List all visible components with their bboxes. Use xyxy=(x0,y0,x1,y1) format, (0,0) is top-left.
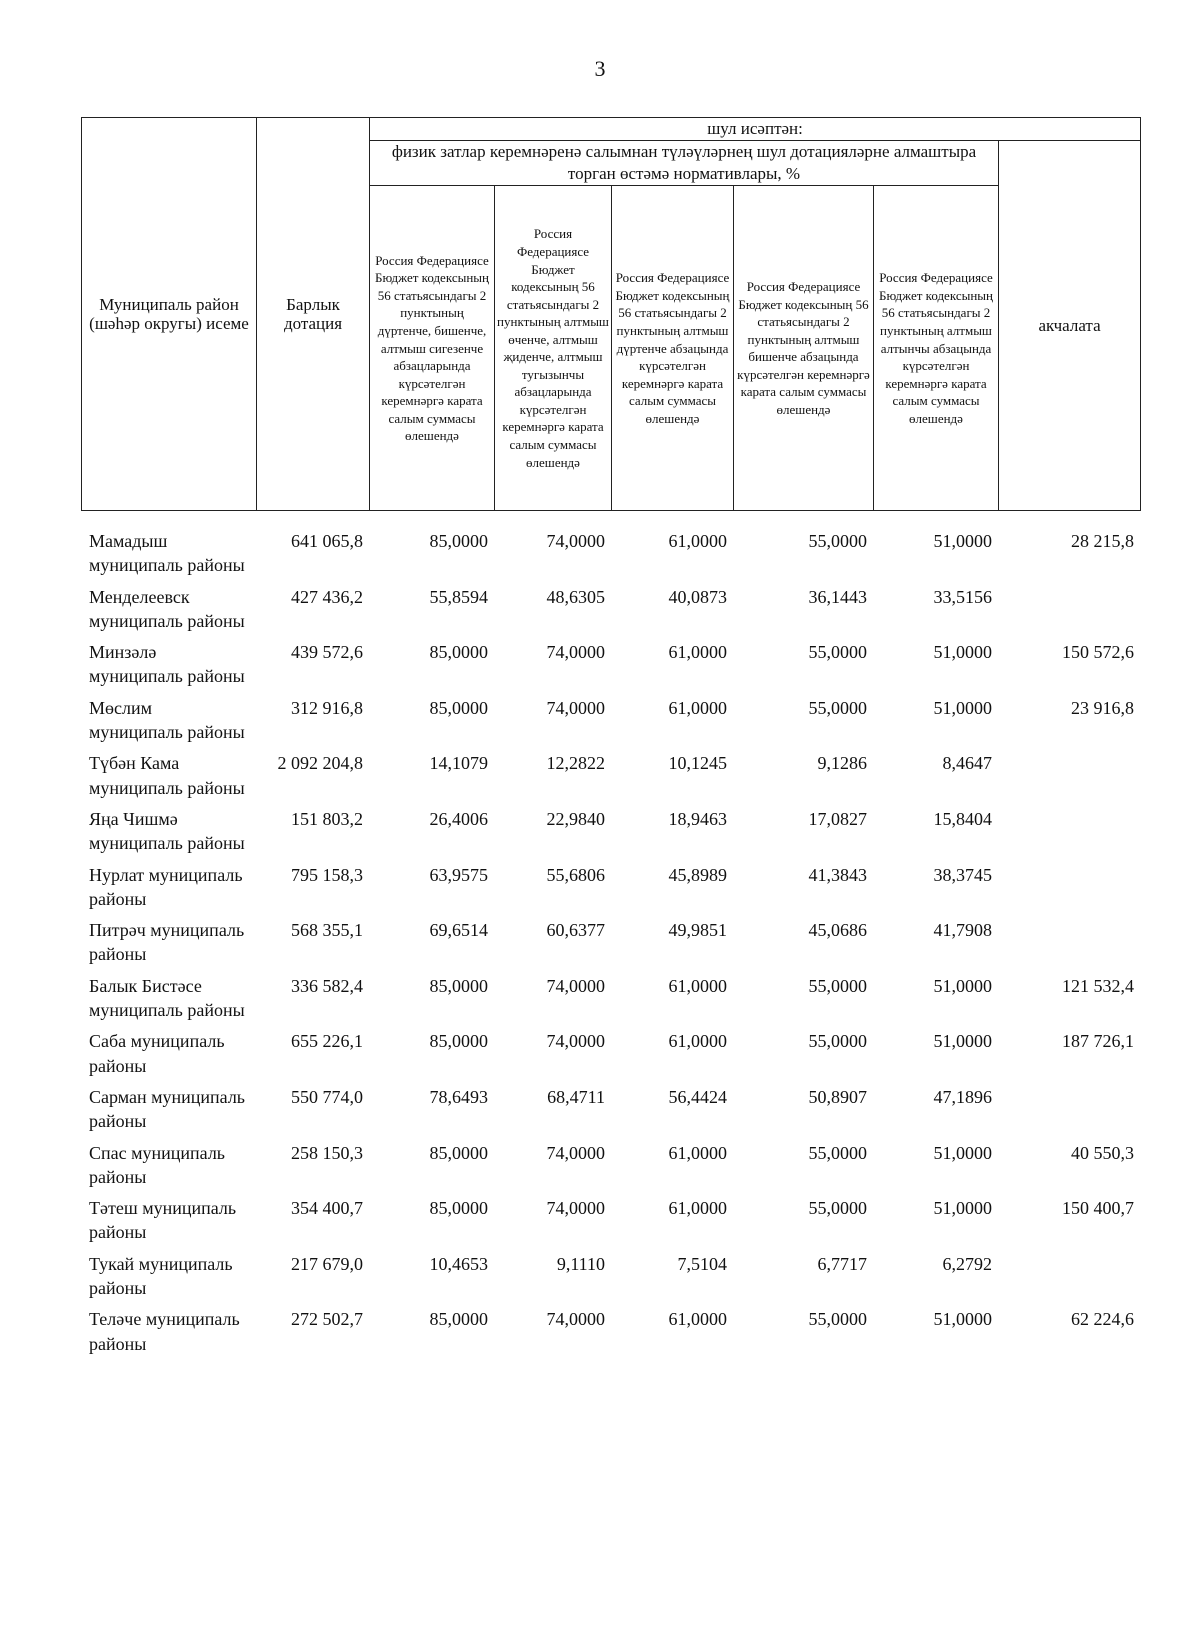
header-cash: акчалата xyxy=(999,141,1141,511)
table-row xyxy=(81,640,1140,696)
cell-norm-2: 74,0000 xyxy=(546,1198,605,1219)
cell-norm-1: 85,0000 xyxy=(429,1309,488,1330)
cell-total: 641 065,8 xyxy=(291,531,363,551)
cell-norm-5: 8,4647 xyxy=(942,753,992,774)
cell-norm-4: 9,1286 xyxy=(817,753,867,774)
table-row xyxy=(81,696,1140,752)
header-municipality: Муниципаль район (шәһәр округы) исеме xyxy=(82,118,257,511)
cell-norm-5: 51,0000 xyxy=(933,642,992,663)
cell-norm-1: 85,0000 xyxy=(429,1198,488,1219)
table-row xyxy=(81,1029,1140,1085)
header-norm-3: Россия Федерациясе Бюджет кодексының 56 статьясындагы 2 пунктының алтмыш дүртенче абзацында күрсәтелгән керемнәргә карата салым суммасы өлешендә xyxy=(612,186,734,511)
cell-norm-5: 51,0000 xyxy=(933,1031,992,1052)
cell-name: Балык Бистәсе муниципаль районы xyxy=(89,975,245,1021)
cell-norm-4: 17,0827 xyxy=(808,808,867,829)
cell-cash xyxy=(998,1085,1140,1141)
cell-norm-1: 85,0000 xyxy=(429,1031,488,1052)
cell-norm-2: 48,6305 xyxy=(546,586,605,607)
cell-norm-3: 45,8989 xyxy=(668,864,727,885)
cell-norm-2: 74,0000 xyxy=(546,1142,605,1163)
cell-cash xyxy=(998,1252,1140,1308)
cell-norm-3: 61,0000 xyxy=(668,697,727,718)
cell-norm-3: 61,0000 xyxy=(668,531,727,551)
cell-norm-1: 69,6514 xyxy=(429,920,488,941)
cell-name: Менделеевск муниципаль районы xyxy=(89,586,245,631)
header-additional-norms: физик затлар керемнәренә салымнан түләүләрнең шул дотацияләрне алмаштыра торган өстәмә нормативлары, % xyxy=(370,141,999,186)
cell-norm-3: 10,1245 xyxy=(668,753,727,774)
cell-cash: 150 400,7 xyxy=(1062,1198,1134,1219)
cell-total: 427 436,2 xyxy=(291,586,363,607)
cell-norm-5: 51,0000 xyxy=(933,531,992,551)
cell-norm-3: 61,0000 xyxy=(668,1198,727,1219)
cell-norm-1: 63,9575 xyxy=(429,864,488,885)
cell-norm-3: 49,9851 xyxy=(668,920,727,941)
cell-norm-5: 41,7908 xyxy=(933,920,992,941)
cell-cash xyxy=(998,918,1140,974)
cell-name: Мөслим муниципаль районы xyxy=(89,697,245,743)
table-row xyxy=(81,918,1140,974)
cell-total: 258 150,3 xyxy=(291,1142,363,1163)
table-row xyxy=(81,751,1140,807)
cell-name: Яңа Чишмә муниципаль районы xyxy=(89,808,245,854)
cell-norm-4: 50,8907 xyxy=(808,1086,867,1107)
cell-cash: 40 550,3 xyxy=(1071,1142,1134,1163)
cell-norm-1: 85,0000 xyxy=(429,1142,488,1163)
cell-cash: 121 532,4 xyxy=(1062,975,1134,996)
cell-cash xyxy=(998,751,1140,807)
cell-norm-1: 85,0000 xyxy=(429,531,488,551)
header-total-subsidy: Барлык дотация xyxy=(257,118,370,511)
data-table xyxy=(81,529,1140,1363)
cell-norm-2: 74,0000 xyxy=(546,1309,605,1330)
cell-total: 312 916,8 xyxy=(291,697,363,718)
table-header xyxy=(81,117,1141,511)
cell-norm-3: 61,0000 xyxy=(668,1309,727,1330)
cell-total: 272 502,7 xyxy=(291,1309,363,1330)
cell-name: Мамадыш муниципаль районы xyxy=(89,531,245,576)
cell-norm-2: 9,1110 xyxy=(556,1253,605,1274)
cell-cash: 28 215,8 xyxy=(1071,531,1134,551)
header-norm-5: Россия Федерациясе Бюджет кодексының 56 статьясындагы 2 пунктының алтмыш алтынчы абзацында күрсәтелгән керемнәргә карата салым суммасы өлешендә xyxy=(874,186,999,511)
cell-total: 2 092 204,8 xyxy=(277,753,363,774)
cell-norm-2: 74,0000 xyxy=(546,642,605,663)
cell-name: Саба муниципаль районы xyxy=(89,1031,225,1076)
cell-norm-3: 18,9463 xyxy=(668,808,727,829)
header-norm-2: Россия Федерациясе Бюджет кодексының 56 статьясындагы 2 пунктының алтмыш өченче, алтмыш җиденче, алтмыш тугызынчы абзацларында күрсәтелгән керемнәргә карата салым суммасы өлешендә xyxy=(495,186,612,511)
table-row xyxy=(81,807,1140,863)
header-including: шул исәптән: xyxy=(370,118,1141,141)
table-row xyxy=(81,1307,1140,1363)
page-number: 3 xyxy=(594,56,606,81)
table-row xyxy=(81,1252,1140,1308)
cell-cash: 23 916,8 xyxy=(1071,697,1134,718)
cell-total: 550 774,0 xyxy=(291,1086,363,1107)
cell-cash: 62 224,6 xyxy=(1071,1309,1134,1330)
table-row xyxy=(81,1085,1140,1141)
header-norm-4: Россия Федерациясе Бюджет кодексының 56 статьясындагы 2 пунктының алтмыш бишенче абзацында күрсәтелгән керемнәргә карата салым суммасы өлешендә xyxy=(734,186,874,511)
header-norm-1: Россия Федерациясе Бюджет кодексының 56 статьясындагы 2 пунктының дүртенче, бишенче, алтмыш сигезенче абзацларында күрсәтелгән керемнәргә карата салым суммасы өлешендә xyxy=(370,186,495,511)
cell-name: Сарман муниципаль районы xyxy=(89,1086,246,1132)
cell-norm-4: 55,0000 xyxy=(808,642,867,663)
cell-norm-2: 22,9840 xyxy=(546,808,605,829)
cell-norm-2: 12,2822 xyxy=(546,753,605,774)
cell-norm-5: 33,5156 xyxy=(933,586,992,607)
cell-norm-1: 26,4006 xyxy=(429,808,488,829)
cell-norm-2: 74,0000 xyxy=(546,975,605,996)
cell-norm-4: 55,0000 xyxy=(808,1198,867,1219)
cell-norm-4: 36,1443 xyxy=(808,586,867,607)
cell-norm-2: 55,6806 xyxy=(546,864,605,885)
table-row xyxy=(81,1141,1140,1197)
cell-norm-2: 74,0000 xyxy=(546,531,605,551)
cell-name: Питрәч муниципаль районы xyxy=(89,920,245,965)
cell-total: 568 355,1 xyxy=(291,920,363,941)
cell-norm-4: 45,0686 xyxy=(808,920,867,941)
cell-norm-4: 55,0000 xyxy=(808,1309,867,1330)
table-row xyxy=(81,529,1140,585)
cell-total: 217 679,0 xyxy=(291,1253,363,1274)
cell-name: Минзәлә муниципаль районы xyxy=(89,642,245,687)
cell-norm-4: 6,7717 xyxy=(817,1253,867,1274)
cell-norm-4: 55,0000 xyxy=(808,975,867,996)
cell-cash: 187 726,1 xyxy=(1062,1031,1134,1052)
cell-name: Тукай муниципаль районы xyxy=(89,1253,233,1299)
cell-norm-5: 51,0000 xyxy=(933,697,992,718)
table-row xyxy=(81,974,1140,1030)
cell-total: 795 158,3 xyxy=(291,864,363,885)
cell-name: Тәтеш муниципаль районы xyxy=(89,1198,237,1243)
cell-cash xyxy=(998,863,1140,919)
cell-norm-1: 85,0000 xyxy=(429,975,488,996)
cell-norm-3: 40,0873 xyxy=(668,586,727,607)
cell-norm-5: 51,0000 xyxy=(933,1309,992,1330)
cell-norm-4: 41,3843 xyxy=(808,864,867,885)
cell-norm-3: 61,0000 xyxy=(668,642,727,663)
cell-norm-2: 68,4711 xyxy=(547,1086,605,1107)
cell-name: Теләче муниципаль районы xyxy=(89,1309,240,1354)
cell-norm-3: 56,4424 xyxy=(668,1086,727,1107)
cell-norm-2: 60,6377 xyxy=(546,920,605,941)
cell-norm-1: 85,0000 xyxy=(429,697,488,718)
cell-norm-5: 51,0000 xyxy=(933,1142,992,1163)
cell-norm-3: 7,5104 xyxy=(677,1253,727,1274)
table-row xyxy=(81,1196,1140,1252)
cell-total: 151 803,2 xyxy=(291,808,363,829)
cell-norm-5: 6,2792 xyxy=(942,1253,992,1274)
cell-norm-4: 55,0000 xyxy=(808,697,867,718)
table-row xyxy=(81,585,1140,641)
cell-norm-1: 14,1079 xyxy=(429,753,488,774)
cell-norm-4: 55,0000 xyxy=(808,531,867,551)
cell-cash xyxy=(998,585,1140,641)
cell-norm-3: 61,0000 xyxy=(668,975,727,996)
cell-norm-1: 78,6493 xyxy=(429,1086,488,1107)
table-row xyxy=(81,863,1140,919)
cell-name: Түбән Кама муниципаль районы xyxy=(89,753,245,798)
cell-total: 655 226,1 xyxy=(291,1031,363,1052)
cell-norm-1: 10,4653 xyxy=(429,1253,488,1274)
cell-name: Спас муниципаль районы xyxy=(89,1142,226,1187)
cell-total: 354 400,7 xyxy=(291,1198,363,1219)
cell-norm-5: 51,0000 xyxy=(933,1198,992,1219)
cell-cash xyxy=(998,807,1140,863)
cell-norm-5: 38,3745 xyxy=(933,864,992,885)
cell-total: 439 572,6 xyxy=(291,642,363,663)
cell-norm-1: 55,8594 xyxy=(429,586,488,607)
cell-norm-4: 55,0000 xyxy=(808,1142,867,1163)
cell-name: Нурлат муниципаль районы xyxy=(89,864,243,909)
cell-norm-2: 74,0000 xyxy=(546,697,605,718)
cell-norm-3: 61,0000 xyxy=(668,1142,727,1163)
cell-cash: 150 572,6 xyxy=(1062,642,1134,663)
cell-total: 336 582,4 xyxy=(291,975,363,996)
cell-norm-5: 51,0000 xyxy=(933,975,992,996)
cell-norm-4: 55,0000 xyxy=(808,1031,867,1052)
cell-norm-5: 15,8404 xyxy=(933,808,992,829)
cell-norm-2: 74,0000 xyxy=(546,1031,605,1052)
cell-norm-3: 61,0000 xyxy=(668,1031,727,1052)
cell-norm-5: 47,1896 xyxy=(933,1086,992,1107)
cell-norm-1: 85,0000 xyxy=(429,642,488,663)
